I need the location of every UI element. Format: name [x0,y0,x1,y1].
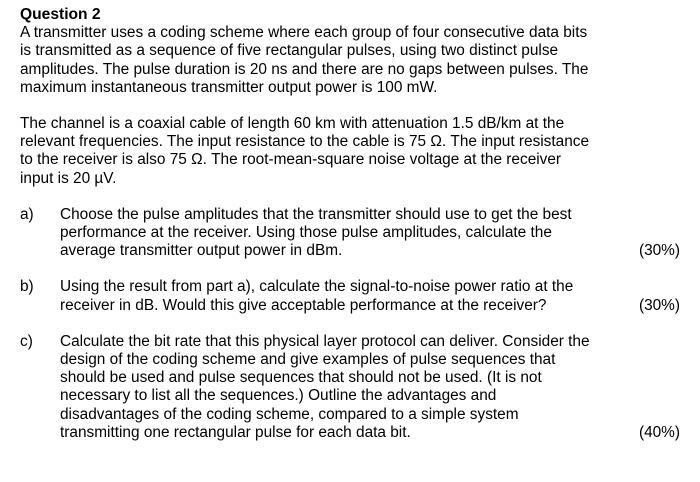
part-line: Calculate the bit rate that this physical layer protocol can deliver. Consider the [60,332,590,350]
paragraph-line: is transmitted as a sequence of five rectangular pulses, using two distinct pulse [20,42,559,60]
paragraph-line: maximum instantaneous transmitter output power is 100 mW. [20,78,438,96]
part-a [20,206,680,261]
part-letter: a) [20,205,34,223]
part-c [20,333,680,442]
part-line-last [60,424,680,442]
paragraph-channel [20,115,680,188]
part-line-last [60,242,680,260]
part-line-text: transmitting one rectangular pulse for each data bit. [60,423,411,441]
part-line: performance at the receiver. Using those pulse amplitudes, calculate the [60,224,552,242]
marks-weight: (30%) [638,296,680,314]
paragraph-line: amplitudes. The pulse duration is 20 ns and there are no gaps between pulses. The [20,60,589,78]
part-line: disadvantages of the coding scheme, compared to a simple system [60,405,519,423]
part-line-text: average transmitter output power in dBm. [60,242,343,260]
part-letter: b) [20,278,34,296]
paragraph-line: The channel is a coaxial cable of length 60 km with attenuation 1.5 dB/km at the [20,115,565,133]
part-line: necessary to list all the sequences.) Outline the advantages and [60,387,497,405]
paragraph-line: relevant frequencies. The input resistance to the cable is 75 Ω. The input resistance [20,133,590,151]
part-letter: c) [20,332,33,350]
paragraph-transmitter [20,24,680,97]
paragraph-line: to the receiver is also 75 Ω. The root-mean-square noise voltage at the receiver [20,151,562,169]
part-line-last [60,297,680,315]
part-line: design of the coding scheme and give examples of pulse sequences that [60,351,556,369]
part-line: should be used and pulse sequences that should not be used. (It is not [60,369,542,387]
part-line: Using the result from part a), calculate the signal-to-noise power ratio at the [60,278,574,296]
part-line-text: receiver in dB. Would this give acceptable performance at the receiver? [60,296,547,314]
marks-weight: (30%) [638,242,680,260]
paragraph-line: A transmitter uses a coding scheme where each group of four consecutive data bits [20,24,588,42]
part-line: Choose the pulse amplitudes that the transmitter should use to get the best [60,205,572,223]
marks-weight: (40%) [638,423,680,441]
part-b [20,278,680,314]
paragraph-line: input is 20 µV. [20,169,117,187]
question-title: Question 2 [20,6,101,23]
